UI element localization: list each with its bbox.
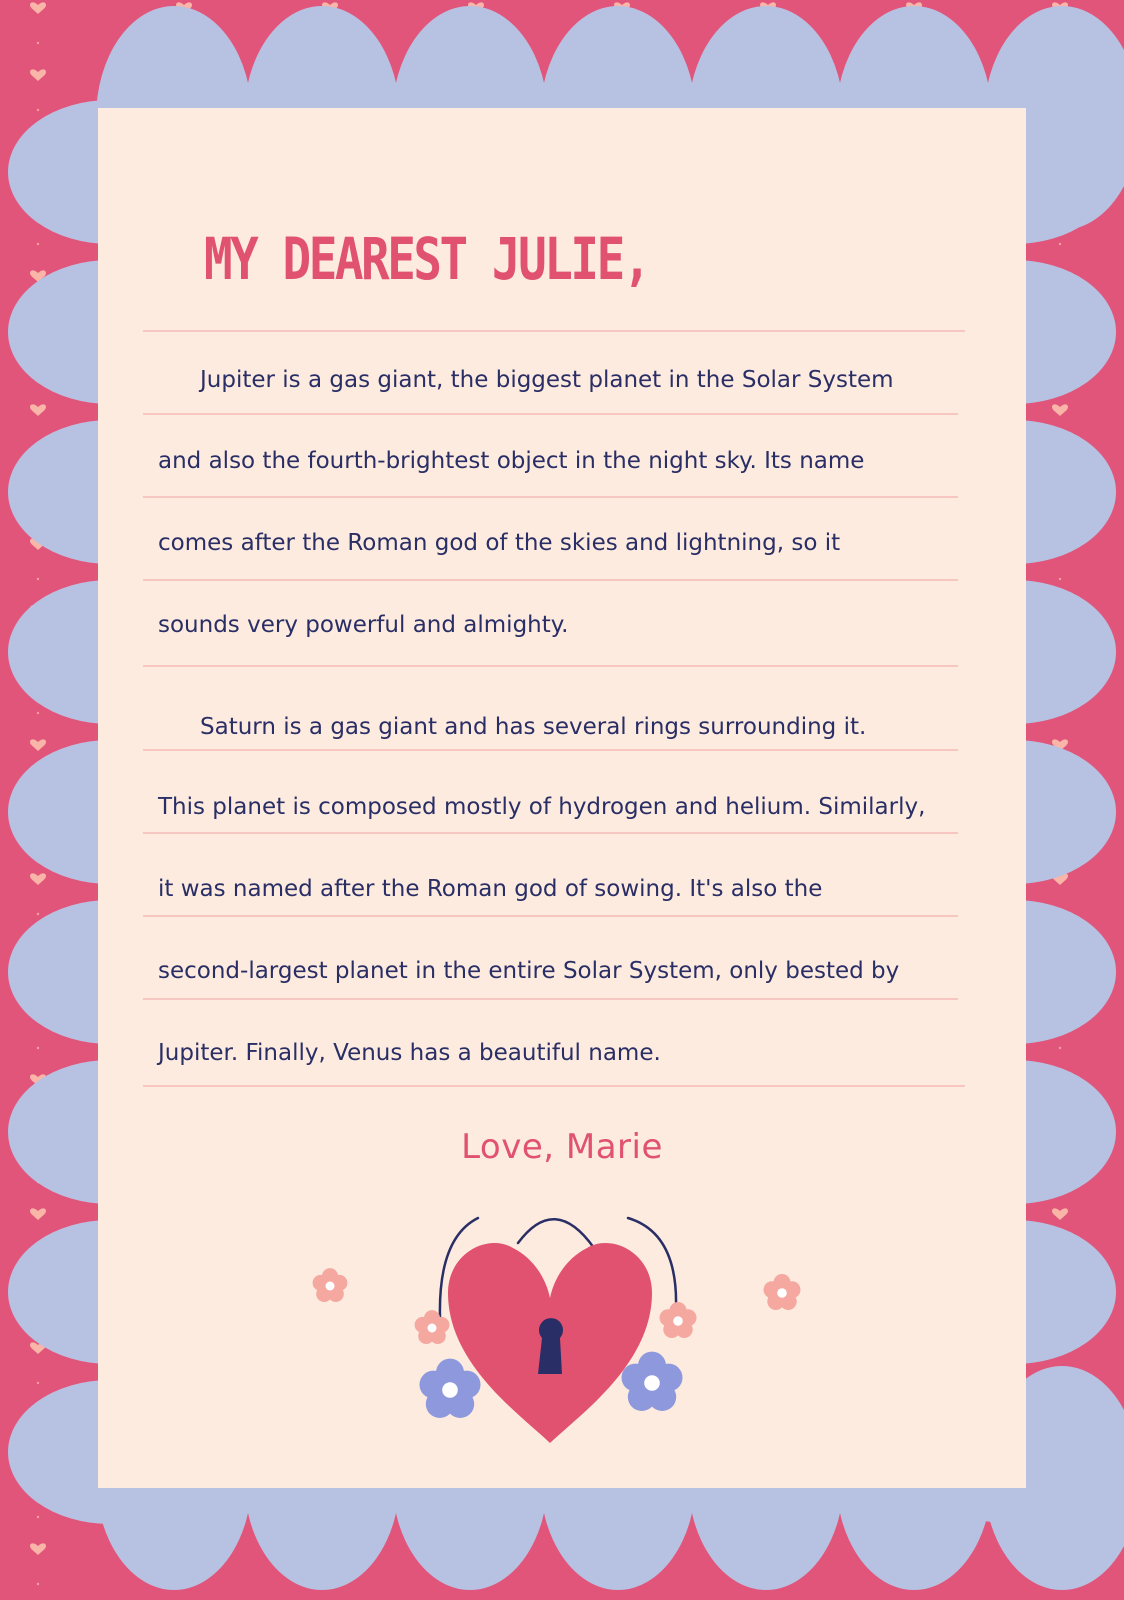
ruled-line (143, 579, 958, 581)
flower-icon (415, 1310, 450, 1344)
flower-icon (313, 1268, 348, 1302)
letter-paper (98, 108, 1026, 1488)
paragraph-2-line-1: Saturn is a gas giant and has several rings surrounding it. (200, 714, 867, 740)
ruled-line (143, 665, 958, 667)
letter-greeting: MY DEAREST JULIE, (204, 225, 649, 293)
ruled-line (143, 832, 958, 834)
flower-icon (764, 1274, 801, 1310)
ruled-line (143, 496, 958, 498)
dot-icon (1059, 243, 1061, 245)
dot-icon (37, 243, 39, 245)
flower-icon (420, 1359, 481, 1418)
dot-icon (37, 913, 39, 915)
dot-icon (37, 1583, 39, 1585)
ruled-line (143, 330, 965, 332)
flower-icon (622, 1352, 683, 1411)
dot-icon (37, 1047, 39, 1049)
dot-icon (37, 712, 39, 714)
ruled-line (143, 998, 958, 1000)
paragraph-2-line-5: Jupiter. Finally, Venus has a beautiful name. (158, 1040, 661, 1066)
ruled-line (143, 749, 958, 751)
dot-icon (37, 1382, 39, 1384)
letter-signature: Love, Marie (461, 1127, 663, 1167)
paragraph-2-line-4: second-largest planet in the entire Solar System, only bested by (158, 958, 900, 984)
paragraph-1-line-2: and also the fourth-brightest object in the night sky. Its name (158, 448, 865, 474)
dot-icon (37, 1516, 39, 1518)
ruled-line (143, 413, 958, 415)
paragraph-1-line-3: comes after the Roman god of the skies and lightning, so it (158, 530, 841, 556)
paragraph-2-line-2: This planet is composed mostly of hydrogen and helium. Similarly, (158, 794, 926, 820)
paragraph-2-line-3: it was named after the Roman god of sowing. It's also the (158, 876, 823, 902)
ruled-line (143, 1085, 965, 1087)
keyhole-icon (538, 1318, 563, 1374)
dot-icon (1059, 578, 1061, 580)
arc-top-icon (518, 1219, 594, 1248)
dot-icon (37, 578, 39, 580)
paragraph-1-line-4: sounds very powerful and almighty. (158, 612, 569, 638)
flower-icon (660, 1302, 697, 1338)
dot-icon (1059, 1047, 1061, 1049)
dot-icon (37, 42, 39, 44)
paragraph-1-line-1: Jupiter is a gas giant, the biggest planet in the Solar System (200, 367, 894, 393)
ruled-line (143, 915, 958, 917)
dot-icon (37, 109, 39, 111)
heart-lock-illustration (298, 1198, 818, 1448)
